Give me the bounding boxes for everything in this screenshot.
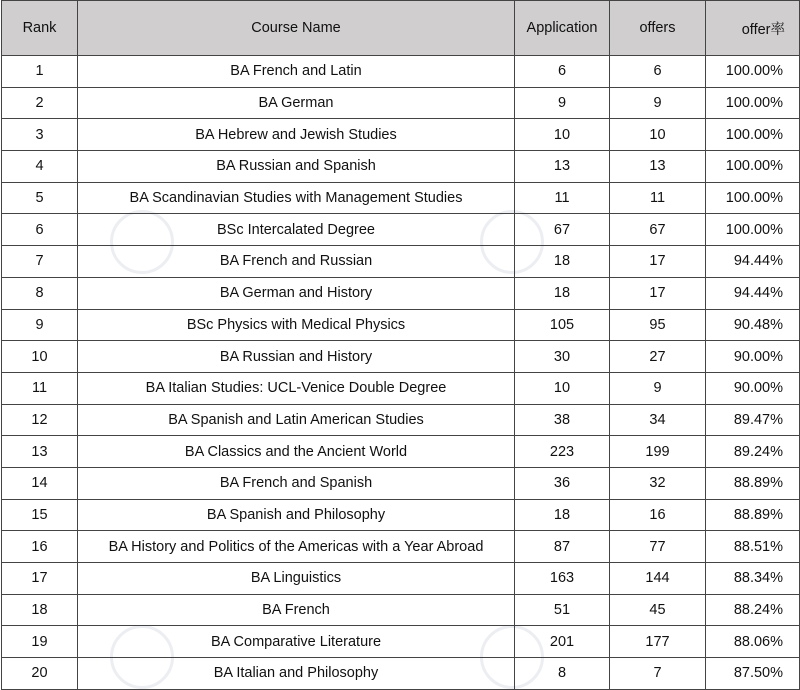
table-row <box>2 658 800 690</box>
cell-offer-rate: 100.00% <box>706 151 800 183</box>
cell-offers: 16 <box>610 499 706 531</box>
cell-offers: 199 <box>610 436 706 468</box>
cell-offers: 27 <box>610 341 706 373</box>
cell-offer-rate: 88.51% <box>706 531 800 563</box>
table-row <box>2 404 800 436</box>
cell-offers: 144 <box>610 563 706 595</box>
cell-application: 36 <box>515 467 610 499</box>
cell-offers: 77 <box>610 531 706 563</box>
table-row <box>2 87 800 119</box>
table-row <box>2 563 800 595</box>
cell-rank: 17 <box>2 563 78 595</box>
cell-application: 51 <box>515 594 610 626</box>
cell-application: 8 <box>515 658 610 690</box>
cell-course-name: BA Russian and Spanish <box>78 151 515 183</box>
cell-offers: 32 <box>610 467 706 499</box>
cell-rank: 9 <box>2 309 78 341</box>
table-row <box>2 594 800 626</box>
table-row <box>2 531 800 563</box>
cell-offer-rate: 94.44% <box>706 246 800 278</box>
cell-course-name: BA Comparative Literature <box>78 626 515 658</box>
cell-rank: 6 <box>2 214 78 246</box>
cell-offer-rate: 94.44% <box>706 277 800 309</box>
cell-offers: 45 <box>610 594 706 626</box>
table-row <box>2 119 800 151</box>
cell-rank: 14 <box>2 467 78 499</box>
cell-offer-rate: 90.00% <box>706 341 800 373</box>
table-row <box>2 341 800 373</box>
cell-offer-rate: 88.24% <box>706 594 800 626</box>
cell-offers: 17 <box>610 277 706 309</box>
cell-application: 10 <box>515 119 610 151</box>
cell-course-name: BA Linguistics <box>78 563 515 595</box>
cell-application: 223 <box>515 436 610 468</box>
header-row <box>2 1 800 56</box>
cell-offers: 67 <box>610 214 706 246</box>
cell-offers: 7 <box>610 658 706 690</box>
table-row <box>2 467 800 499</box>
cell-application: 38 <box>515 404 610 436</box>
cell-course-name: BA Hebrew and Jewish Studies <box>78 119 515 151</box>
cell-course-name: BSc Intercalated Degree <box>78 214 515 246</box>
cell-course-name: BA Italian and Philosophy <box>78 658 515 690</box>
cell-application: 163 <box>515 563 610 595</box>
table-row <box>2 309 800 341</box>
cell-offer-rate: 88.06% <box>706 626 800 658</box>
cell-offers: 13 <box>610 151 706 183</box>
offer-rate-table <box>1 0 800 690</box>
cell-course-name: BA Classics and the Ancient World <box>78 436 515 468</box>
cell-application: 105 <box>515 309 610 341</box>
cell-application: 87 <box>515 531 610 563</box>
cell-rank: 5 <box>2 182 78 214</box>
cell-application: 67 <box>515 214 610 246</box>
cell-offers: 17 <box>610 246 706 278</box>
table-row <box>2 436 800 468</box>
cell-offers: 177 <box>610 626 706 658</box>
cell-offers: 9 <box>610 87 706 119</box>
cell-rank: 2 <box>2 87 78 119</box>
cell-application: 30 <box>515 341 610 373</box>
cell-offer-rate: 87.50% <box>706 658 800 690</box>
table-row <box>2 499 800 531</box>
cell-application: 18 <box>515 277 610 309</box>
cell-rank: 8 <box>2 277 78 309</box>
cell-application: 18 <box>515 246 610 278</box>
cell-course-name: BA Spanish and Philosophy <box>78 499 515 531</box>
cell-offer-rate: 100.00% <box>706 214 800 246</box>
cell-rank: 15 <box>2 499 78 531</box>
table-row <box>2 277 800 309</box>
table-row <box>2 182 800 214</box>
cell-course-name: BA History and Politics of the Americas with a Year Abroad <box>78 531 515 563</box>
cell-rank: 12 <box>2 404 78 436</box>
cell-application: 9 <box>515 87 610 119</box>
cell-course-name: BA German and History <box>78 277 515 309</box>
cell-course-name: BA Spanish and Latin American Studies <box>78 404 515 436</box>
cell-course-name: BA French and Latin <box>78 56 515 88</box>
cell-rank: 20 <box>2 658 78 690</box>
cell-rank: 13 <box>2 436 78 468</box>
cell-rank: 4 <box>2 151 78 183</box>
cell-rank: 7 <box>2 246 78 278</box>
cell-course-name: BA Scandinavian Studies with Management Studies <box>78 182 515 214</box>
cell-application: 201 <box>515 626 610 658</box>
cell-offers: 11 <box>610 182 706 214</box>
cell-rank: 16 <box>2 531 78 563</box>
cell-offers: 10 <box>610 119 706 151</box>
cell-rank: 1 <box>2 56 78 88</box>
cell-course-name: BA Russian and History <box>78 341 515 373</box>
table-row <box>2 56 800 88</box>
table-row <box>2 214 800 246</box>
cell-offer-rate: 100.00% <box>706 56 800 88</box>
cell-course-name: BA French and Spanish <box>78 467 515 499</box>
header-rank: Rank <box>2 1 78 56</box>
cell-course-name: BA German <box>78 87 515 119</box>
cell-course-name: BA French <box>78 594 515 626</box>
cell-offer-rate: 88.34% <box>706 563 800 595</box>
cell-application: 18 <box>515 499 610 531</box>
table-row <box>2 372 800 404</box>
cell-rank: 10 <box>2 341 78 373</box>
cell-offer-rate: 89.47% <box>706 404 800 436</box>
cell-offers: 95 <box>610 309 706 341</box>
header-offer-rate: offer率 <box>706 1 800 56</box>
cell-offer-rate: 89.24% <box>706 436 800 468</box>
table-row <box>2 151 800 183</box>
cell-rank: 11 <box>2 372 78 404</box>
cell-offer-rate: 100.00% <box>706 87 800 119</box>
cell-application: 6 <box>515 56 610 88</box>
table-row <box>2 626 800 658</box>
cell-offer-rate: 90.48% <box>706 309 800 341</box>
header-offers: offers <box>610 1 706 56</box>
header-application: Application <box>515 1 610 56</box>
cell-rank: 3 <box>2 119 78 151</box>
cell-application: 11 <box>515 182 610 214</box>
cell-course-name: BSc Physics with Medical Physics <box>78 309 515 341</box>
cell-rank: 19 <box>2 626 78 658</box>
cell-offers: 34 <box>610 404 706 436</box>
table-row <box>2 246 800 278</box>
cell-offer-rate: 88.89% <box>706 467 800 499</box>
cell-rank: 18 <box>2 594 78 626</box>
cell-application: 10 <box>515 372 610 404</box>
cell-course-name: BA French and Russian <box>78 246 515 278</box>
cell-offer-rate: 100.00% <box>706 182 800 214</box>
cell-offer-rate: 88.89% <box>706 499 800 531</box>
header-course-name: Course Name <box>78 1 515 56</box>
cell-offers: 6 <box>610 56 706 88</box>
cell-offer-rate: 90.00% <box>706 372 800 404</box>
cell-application: 13 <box>515 151 610 183</box>
cell-offer-rate: 100.00% <box>706 119 800 151</box>
cell-offers: 9 <box>610 372 706 404</box>
cell-course-name: BA Italian Studies: UCL-Venice Double Degree <box>78 372 515 404</box>
